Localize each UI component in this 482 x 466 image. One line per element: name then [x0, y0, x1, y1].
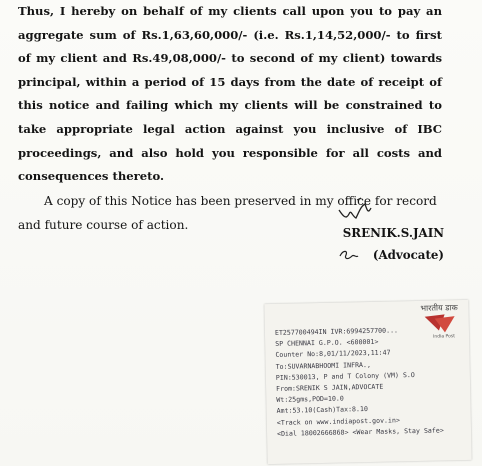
india-post-label: India Post: [433, 334, 456, 340]
signature-block: [343, 222, 444, 266]
copy-preserved-paragraph: A copy of this Notice has been preserved in my office for record and future course of action.: [18, 193, 437, 232]
receipt-line: <Dial 18002666868> <Wear Masks, Stay Safe>: [276, 426, 444, 438]
receipt-line: ET257700494IN IVR:6994257700...: [274, 326, 399, 337]
advocate-name: SRENIK.S.JAIN: [342, 226, 444, 240]
receipt-line: Wt:25gms,POD=10.0: [276, 394, 344, 405]
receipt-line: To:SUVARNABHOOMI INFRA.,: [275, 360, 372, 371]
india-post-hindi-text: भारतीय डाक: [420, 303, 458, 313]
receipt-line: SP CHENNAI G.P.O. <600001>: [275, 337, 379, 349]
advocate-title: (Advocate): [372, 248, 444, 262]
receipt-lines: [275, 324, 444, 439]
receipt-line: Amt:53.10(Cash)Tax:8.10: [276, 405, 368, 416]
receipt-line: Counter No:8,01/11/2023,11:47: [275, 348, 391, 360]
receipt-line: From:SRENIK S JAIN,ADVOCATE: [276, 382, 384, 393]
postal-receipt: [264, 300, 471, 464]
receipt-line: <Track on www.indiapost.gov.in>: [276, 415, 400, 427]
receipt-line: PIN:530013, P and T Colony (VM) S.O: [275, 370, 415, 382]
demand-paragraph: Thus, I hereby on behalf of my clients call upon you to pay an aggregate sum of Rs.1,63,60,000/- (i.e. Rs.1,14,52,000/- to first of my client and Rs.49,08,000/- to second of my client) towards principal, within a period of 15 days from the date of receipt of this notice and failing which my clients will be constrained to take appropriate legal action against you inclusive of IBC proceedings, and also hold you responsible for all costs and consequences thereto.: [18, 4, 442, 184]
